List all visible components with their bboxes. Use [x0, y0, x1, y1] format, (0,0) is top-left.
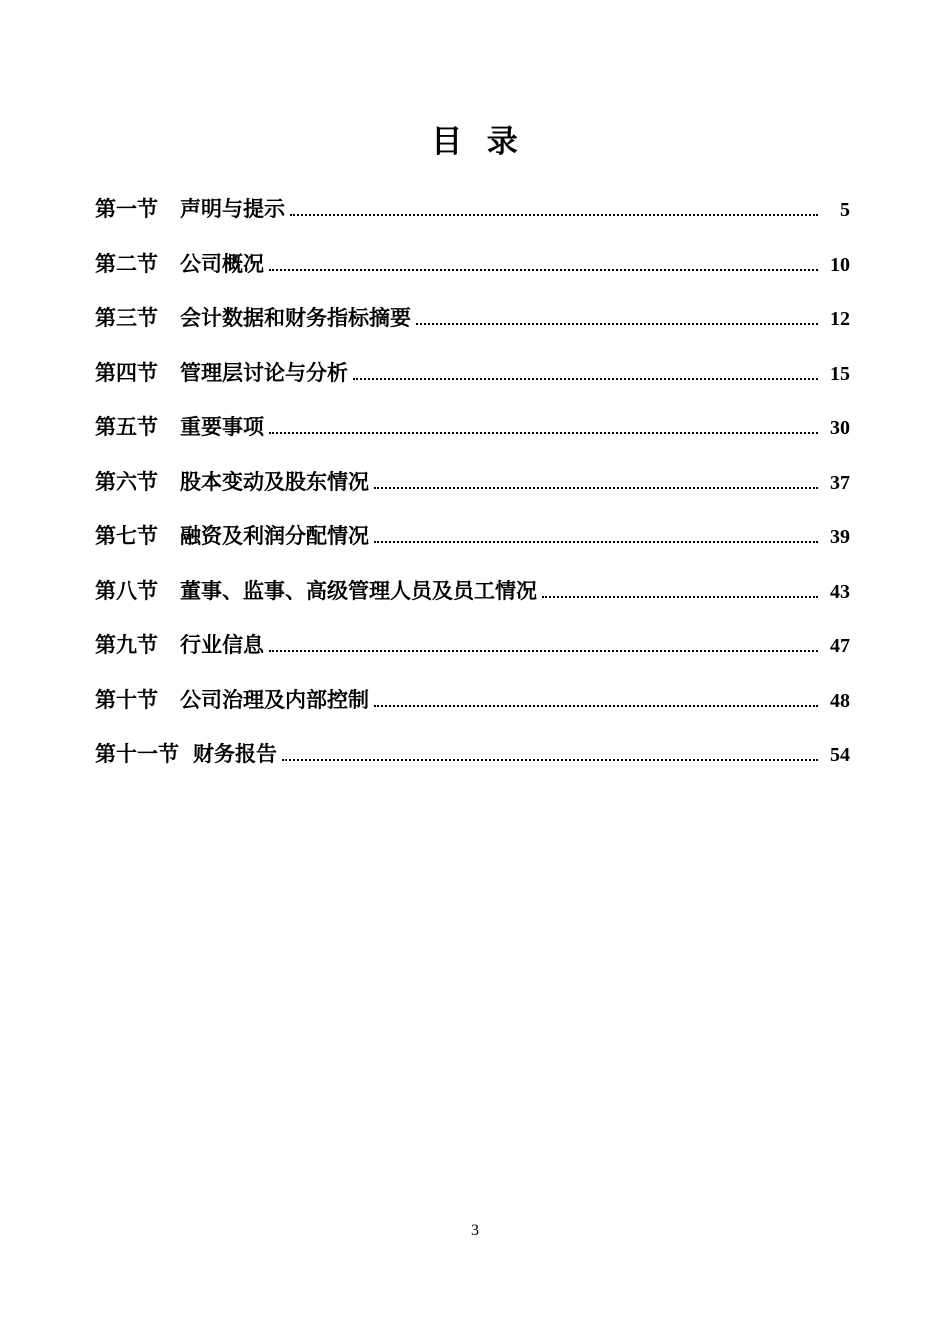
toc-entry-title: 管理层讨论与分析: [180, 361, 348, 385]
toc-section-label: 第六节: [95, 470, 158, 494]
page-title: 目 录: [431, 124, 519, 159]
toc-section-label: 第二节: [95, 252, 158, 276]
toc-entry[interactable]: [95, 581, 850, 603]
toc-entry-title: 融资及利润分配情况: [180, 525, 369, 548]
toc-entry[interactable]: [95, 690, 850, 712]
toc-entry-title: 公司概况: [180, 252, 264, 276]
toc-page-number: 10: [830, 253, 850, 276]
toc-page-number: 48: [830, 689, 850, 712]
toc-entry-title: 行业信息: [180, 634, 264, 657]
toc-entry[interactable]: [95, 526, 850, 548]
toc-entry-title: 股本变动及股东情况: [180, 470, 369, 494]
toc-entry-title: 重要事项: [180, 416, 264, 439]
toc-dot-leader: [353, 378, 818, 380]
toc-section-label: 第四节: [95, 361, 158, 385]
toc-dot-leader: [269, 269, 818, 271]
table-of-contents: [95, 199, 850, 766]
toc-dot-leader: [282, 759, 818, 761]
toc-page-number: 39: [830, 526, 850, 548]
toc-entry[interactable]: [95, 254, 850, 276]
toc-dot-leader: [290, 214, 818, 216]
toc-entry[interactable]: [95, 308, 850, 330]
toc-section-label: 第十一节: [95, 743, 179, 766]
footer-page-number: 3: [471, 1222, 479, 1239]
toc-page-number: 12: [830, 308, 850, 330]
toc-section-label: 第五节: [95, 416, 158, 439]
toc-section-label: 第十节: [95, 688, 158, 712]
toc-dot-leader: [374, 705, 818, 707]
toc-dot-leader: [416, 323, 818, 325]
toc-entry[interactable]: [95, 635, 850, 657]
toc-entry-title: 财务报告: [193, 743, 277, 766]
toc-section-label: 第一节: [95, 198, 158, 221]
toc-dot-leader: [374, 487, 818, 489]
toc-entry[interactable]: [95, 744, 850, 766]
toc-dot-leader: [269, 432, 818, 434]
toc-entry[interactable]: [95, 363, 850, 385]
toc-section-label: 第八节: [95, 579, 158, 603]
toc-entry[interactable]: [95, 472, 850, 494]
toc-page-number: 30: [830, 417, 850, 439]
toc-section-label: 第九节: [95, 634, 158, 657]
toc-page-number: 37: [830, 471, 850, 494]
toc-section-label: 第三节: [95, 307, 158, 330]
toc-page-number: 43: [830, 580, 850, 603]
toc-entry-title: 公司治理及内部控制: [180, 688, 369, 712]
toc-entry[interactable]: [95, 199, 850, 221]
toc-entry-title: 董事、监事、高级管理人员及员工情况: [180, 579, 537, 603]
toc-section-label: 第七节: [95, 525, 158, 548]
toc-page-number: 15: [830, 362, 850, 385]
toc-dot-leader: [542, 596, 818, 598]
toc-page-number: 54: [830, 744, 850, 766]
toc-page-number: 47: [830, 635, 850, 657]
toc-page-number: 5: [840, 199, 850, 221]
toc-dot-leader: [269, 650, 818, 652]
toc-entry-title: 会计数据和财务指标摘要: [180, 307, 411, 330]
toc-dot-leader: [374, 541, 818, 543]
toc-entry[interactable]: [95, 417, 850, 439]
toc-entry-title: 声明与提示: [180, 198, 285, 221]
